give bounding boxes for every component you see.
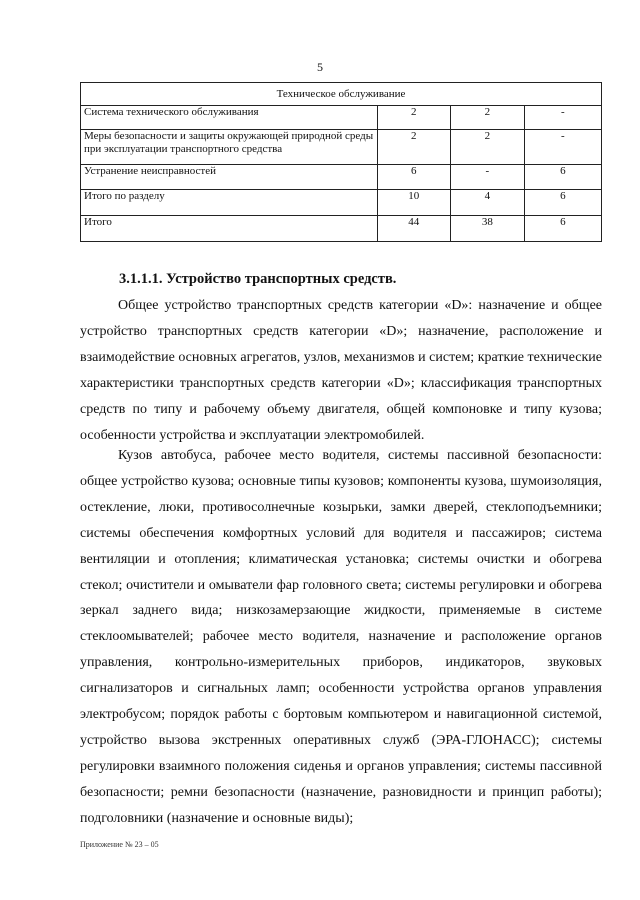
table-cell-topic: Меры безопасности и защиты окружающей природной среды при эксплуатации транспортного средства — [81, 130, 378, 165]
table-cell-topic: Устранение неисправностей — [81, 165, 378, 190]
table-row — [81, 165, 602, 190]
body-paragraph: Общее устройство транспортных средств категории «D»: назначение и общее устройство транспортных средств категории «D»; назначение, расположение и взаимодействие основных агрегатов, узлов, механизмов и систем; краткие технические характеристики транспортных средств категории «D»; классификация транспортных средств по типу и рабочему объему двигателя, общей компоновке и типу кузова; особенности устройства и эксплуатации электромобилей. — [80, 298, 602, 443]
table-cell-hours-practice: - — [524, 130, 601, 165]
table-header-row — [81, 83, 602, 106]
table-cell-hours-total: 2 — [377, 130, 451, 165]
table-cell-hours-practice: 6 — [524, 190, 601, 216]
table-cell-hours-theory: 4 — [451, 190, 525, 216]
table-row — [81, 106, 602, 130]
table-cell-topic: Итого — [81, 216, 378, 242]
table-cell-hours-total: 2 — [377, 106, 451, 130]
table-cell-hours-practice: 6 — [524, 165, 601, 190]
table-cell-hours-practice: - — [524, 106, 601, 130]
table-row — [81, 216, 602, 242]
page-number: 5 — [317, 60, 323, 74]
table-cell-hours-total: 44 — [377, 216, 451, 242]
footer-note: Приложение № 23 – 05 — [80, 840, 159, 849]
table-cell-hours-theory: 2 — [451, 106, 525, 130]
table-cell-hours-total: 10 — [377, 190, 451, 216]
table-cell-hours-theory: - — [451, 165, 525, 190]
table-row — [81, 130, 602, 165]
table-row — [81, 190, 602, 216]
table-cell-hours-theory: 38 — [451, 216, 525, 242]
section-heading: 3.1.1.1. Устройство транспортных средств. — [119, 271, 397, 287]
table-cell-topic: Итого по разделу — [81, 190, 378, 216]
table-cell-hours-theory: 2 — [451, 130, 525, 165]
table-section-header: Техническое обслуживание — [81, 83, 602, 106]
table-cell-hours-total: 6 — [377, 165, 451, 190]
table-cell-hours-practice: 6 — [524, 216, 601, 242]
curriculum-table — [80, 82, 602, 242]
table-cell-topic: Система технического обслуживания — [81, 106, 378, 130]
body-paragraph: Кузов автобуса, рабочее место водителя, системы пассивной безопасности: общее устройство кузова; основные типы кузовов; компоненты кузова, шумоизоляция, остекление, люки, противосолнечные козырьки, замки дверей, стеклоподъемники; системы обеспечения комфортных условий для водителя и пассажиров; система вентиляции и отопления; климатическая установка; системы очистки и обогрева стекол; очистители и омыватели фар головного света; системы регулировки и обогрева зеркал заднего вида; низкозамерзающие жидкости, применяемые в системе стеклоомывателей; рабочее место водителя, назначение и расположение органов управления, контрольно-измерительных приборов, индикаторов, звуковых сигнализаторов и сигнальных ламп; особенности устройства органов управления электробусом; порядок работы с бортовым компьютером и навигационной системой, устройство вызова экстренных оперативных служб (ЭРА-ГЛОНАСС); системы регулировки взаимного положения сиденья и органов управления; системы пассивной безопасности; ремни безопасности (назначение, разновидности и принцип работы); подголовники (назначение и основные виды); — [80, 448, 602, 826]
